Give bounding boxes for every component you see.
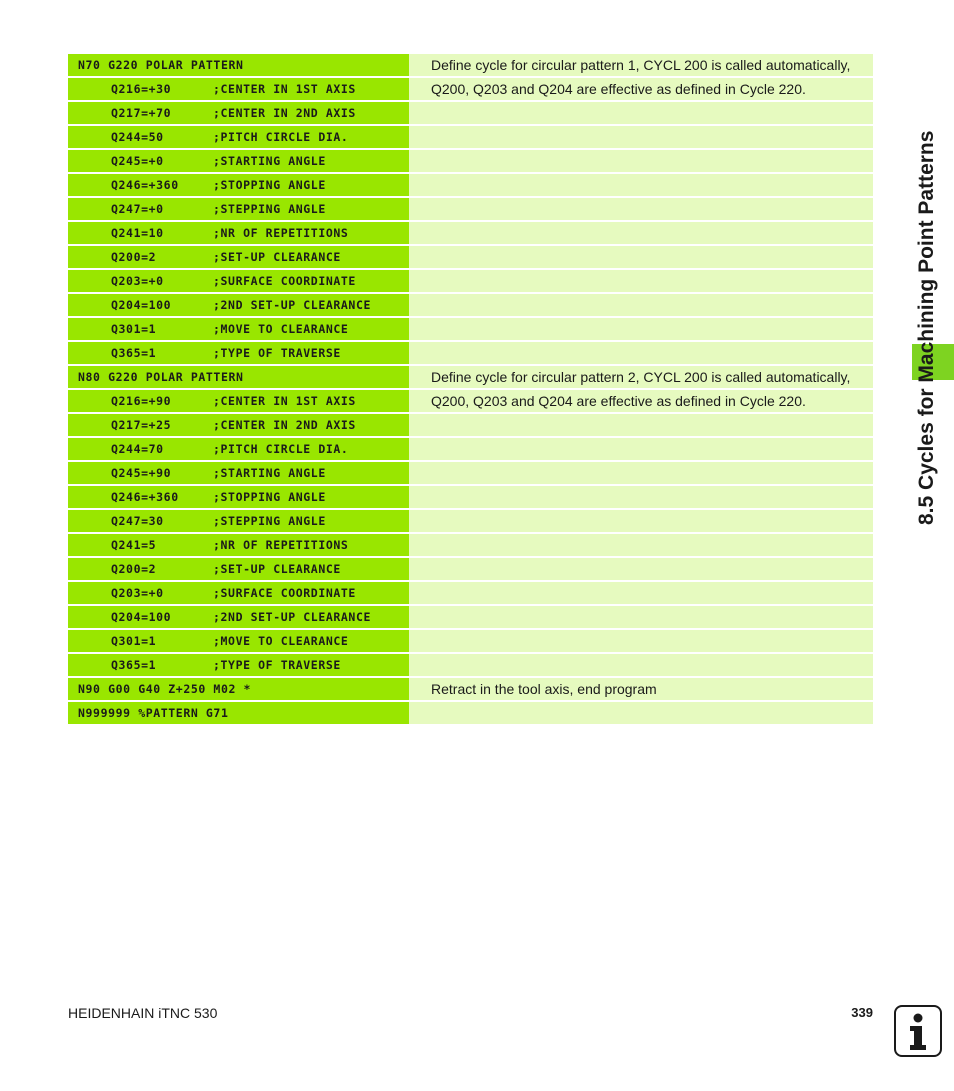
parameter-value: Q217=+70 [111, 106, 172, 120]
nc-block-code: N80 G220 POLAR PATTERN [68, 366, 409, 388]
parameter-comment: ;NR OF REPETITIONS [213, 226, 349, 240]
parameter-value: Q200=2 [111, 562, 157, 576]
table-row [68, 678, 873, 700]
row-description [409, 318, 873, 340]
page-number: 339 [851, 1005, 873, 1020]
parameter-value: Q365=1 [111, 658, 157, 672]
parameter-comment: ;PITCH CIRCLE DIA. [213, 442, 349, 456]
row-description [409, 582, 873, 604]
parameter-value: Q216=+30 [111, 82, 172, 96]
table-row [68, 246, 873, 268]
nc-parameter [68, 342, 409, 364]
row-description [409, 246, 873, 268]
parameter-comment: ;STEPPING ANGLE [213, 202, 326, 216]
nc-parameter [68, 126, 409, 148]
nc-parameter [68, 222, 409, 244]
parameter-value: Q204=100 [111, 298, 172, 312]
nc-parameter [68, 246, 409, 268]
row-description [409, 486, 873, 508]
table-row [68, 582, 873, 604]
parameter-comment: ;STARTING ANGLE [213, 154, 326, 168]
row-description: Q200, Q203 and Q204 are effective as defined in Cycle 220. [409, 390, 873, 412]
nc-parameter [68, 150, 409, 172]
table-row [68, 534, 873, 556]
parameter-comment: ;STOPPING ANGLE [213, 178, 326, 192]
table-row [68, 390, 873, 412]
parameter-value: Q204=100 [111, 610, 172, 624]
row-description [409, 150, 873, 172]
nc-block-code: N70 G220 POLAR PATTERN [68, 54, 409, 76]
nc-parameter [68, 174, 409, 196]
row-description [409, 510, 873, 532]
parameter-value: Q241=10 [111, 226, 164, 240]
nc-parameter [68, 486, 409, 508]
row-description [409, 462, 873, 484]
row-description [409, 294, 873, 316]
nc-parameter [68, 462, 409, 484]
parameter-value: Q301=1 [111, 634, 157, 648]
table-row [68, 414, 873, 436]
table-row [68, 702, 873, 724]
row-description [409, 126, 873, 148]
parameter-comment: ;TYPE OF TRAVERSE [213, 346, 341, 360]
parameter-comment: ;CENTER IN 1ST AXIS [213, 394, 356, 408]
row-description [409, 414, 873, 436]
parameter-comment: ;STARTING ANGLE [213, 466, 326, 480]
table-row [68, 174, 873, 196]
parameter-value: Q245=+90 [111, 466, 172, 480]
parameter-value: Q245=+0 [111, 154, 164, 168]
table-row [68, 486, 873, 508]
parameter-comment: ;SET-UP CLEARANCE [213, 250, 341, 264]
parameter-comment: ;MOVE TO CLEARANCE [213, 322, 349, 336]
row-description [409, 534, 873, 556]
parameter-value: Q241=5 [111, 538, 157, 552]
table-row [68, 654, 873, 676]
row-description [409, 342, 873, 364]
parameter-comment: ;CENTER IN 2ND AXIS [213, 106, 356, 120]
nc-parameter [68, 558, 409, 580]
parameter-comment: ;SET-UP CLEARANCE [213, 562, 341, 576]
parameter-value: Q246=+360 [111, 490, 179, 504]
table-row [68, 510, 873, 532]
nc-parameter [68, 270, 409, 292]
parameter-comment: ;PITCH CIRCLE DIA. [213, 130, 349, 144]
row-description: Q200, Q203 and Q204 are effective as defined in Cycle 220. [409, 78, 873, 100]
parameter-value: Q301=1 [111, 322, 157, 336]
row-description [409, 222, 873, 244]
row-description: Define cycle for circular pattern 2, CYCL 200 is called automatically, [409, 366, 873, 388]
info-icon [894, 1005, 942, 1057]
table-row [68, 462, 873, 484]
table-row [68, 222, 873, 244]
parameter-value: Q216=+90 [111, 394, 172, 408]
row-description [409, 270, 873, 292]
row-description [409, 438, 873, 460]
nc-parameter [68, 630, 409, 652]
row-description [409, 654, 873, 676]
chapter-title-text: 8.5 Cycles for Machining Point Patterns [915, 130, 938, 525]
row-description: Retract in the tool axis, end program [409, 678, 873, 700]
nc-parameter [68, 438, 409, 460]
parameter-value: Q247=30 [111, 514, 164, 528]
parameter-value: Q244=50 [111, 130, 164, 144]
parameter-value: Q365=1 [111, 346, 157, 360]
parameter-comment: ;2ND SET-UP CLEARANCE [213, 298, 371, 312]
footer-product: HEIDENHAIN iTNC 530 [68, 1005, 218, 1021]
program-table [68, 54, 873, 726]
nc-parameter [68, 534, 409, 556]
parameter-comment: ;NR OF REPETITIONS [213, 538, 349, 552]
parameter-value: Q203=+0 [111, 274, 164, 288]
nc-block-code: N999999 %PATTERN G71 [68, 702, 409, 724]
parameter-value: Q200=2 [111, 250, 157, 264]
row-description [409, 198, 873, 220]
parameter-value: Q203=+0 [111, 586, 164, 600]
parameter-value: Q247=+0 [111, 202, 164, 216]
table-row [68, 270, 873, 292]
nc-parameter [68, 510, 409, 532]
parameter-comment: ;CENTER IN 1ST AXIS [213, 82, 356, 96]
parameter-value: Q244=70 [111, 442, 164, 456]
table-row [68, 294, 873, 316]
table-row [68, 318, 873, 340]
parameter-comment: ;2ND SET-UP CLEARANCE [213, 610, 371, 624]
table-row [68, 438, 873, 460]
table-row [68, 198, 873, 220]
row-description: Define cycle for circular pattern 1, CYCL 200 is called automatically, [409, 54, 873, 76]
table-row [68, 150, 873, 172]
table-row [68, 78, 873, 100]
parameter-comment: ;SURFACE COORDINATE [213, 586, 356, 600]
row-description [409, 558, 873, 580]
nc-parameter [68, 414, 409, 436]
nc-parameter [68, 654, 409, 676]
table-row [68, 342, 873, 364]
nc-block-code: N90 G00 G40 Z+250 M02 * [68, 678, 409, 700]
nc-parameter [68, 318, 409, 340]
table-row [68, 630, 873, 652]
nc-parameter [68, 582, 409, 604]
table-row [68, 126, 873, 148]
table-row [68, 102, 873, 124]
parameter-comment: ;STOPPING ANGLE [213, 490, 326, 504]
row-description [409, 702, 873, 724]
nc-parameter [68, 294, 409, 316]
nc-parameter [68, 606, 409, 628]
table-row [68, 606, 873, 628]
parameter-value: Q217=+25 [111, 418, 172, 432]
nc-parameter [68, 78, 409, 100]
row-description [409, 630, 873, 652]
table-row [68, 558, 873, 580]
table-row [68, 366, 873, 388]
nc-parameter [68, 198, 409, 220]
parameter-comment: ;TYPE OF TRAVERSE [213, 658, 341, 672]
row-description [409, 174, 873, 196]
parameter-comment: ;MOVE TO CLEARANCE [213, 634, 349, 648]
parameter-comment: ;STEPPING ANGLE [213, 514, 326, 528]
table-row [68, 54, 873, 76]
nc-parameter [68, 390, 409, 412]
row-description [409, 102, 873, 124]
row-description [409, 606, 873, 628]
parameter-comment: ;CENTER IN 2ND AXIS [213, 418, 356, 432]
parameter-value: Q246=+360 [111, 178, 179, 192]
nc-parameter [68, 102, 409, 124]
parameter-comment: ;SURFACE COORDINATE [213, 274, 356, 288]
